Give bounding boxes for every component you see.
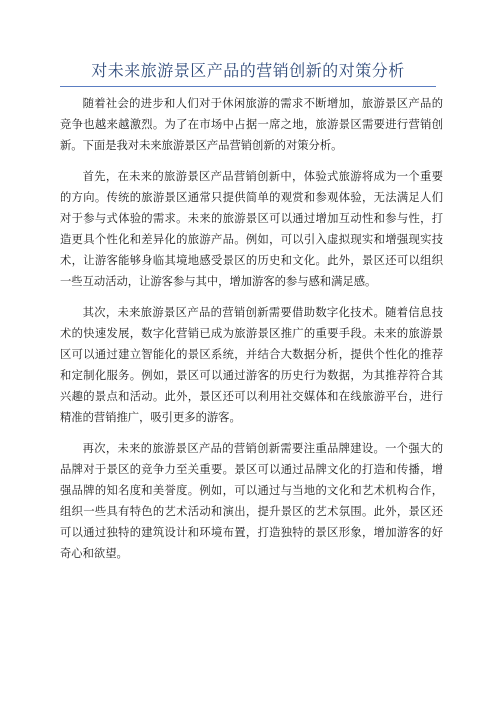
paragraph-digital: 其次，未来旅游景区产品的营销创新需要借助数字化技术。随着信息技术的快速发展，数字化营销已成为旅游景区推广的重要手段。未来的旅游景区可以通过建立智能化的景区系统，并结合大数据分析，提供个性化的推荐和定制化服务。例如，景区可以通过游客的历史行为数据，为其推荐符合其兴趣的景点和活动。此外，景区还可以利用社交媒体和在线旅游平台，进行精准的营销推广，吸引更多的游客。 [60, 306, 443, 424]
paragraph-brand: 再次，未来的旅游景区产品的营销创新需要注重品牌建设。一个强大的品牌对于景区的竞争力至关重要。景区可以通过品牌文化的打造和传播，增强品牌的知名度和美誉度。例如，可以通过与当地的文化和艺术机构合作，组织一些具有特色的艺术活动和演出，提升景区的艺术氛围。此外，景区还可以通过独特的建筑设计和环境布置，打造独特的景区形象，增加游客的好奇心和欲望。 [60, 442, 443, 560]
document-title: 对未来旅游景区产品的营销创新的对策分析 [91, 61, 405, 80]
title-underline [60, 86, 436, 87]
paragraph-experience: 首先，在未来的旅游景区产品营销创新中，体验式旅游将成为一个重要的方向。传统的旅游景区通常只提供简单的观赏和参观体验，无法满足人们对于参与式体验的需求。未来的旅游景区可以通过增加互动性和参与性，打造更具个性化和差异化的旅游产品。例如，可以引入虚拟现实和增强现实技术，让游客能够身临其境地感受景区的历史和文化。此外，景区还可以组织一些互动活动，让游客参与其中，增加游客的参与感和满足感。 [60, 170, 443, 288]
document-body [60, 93, 443, 574]
paragraph-intro: 随着社会的进步和人们对于休闲旅游的需求不断增加，旅游景区产品的竞争也越来越激烈。为了在市场中占据一席之地，旅游景区需要进行营销创新。下面是我对未来旅游景区产品营销创新的对策分析。 [60, 97, 443, 152]
